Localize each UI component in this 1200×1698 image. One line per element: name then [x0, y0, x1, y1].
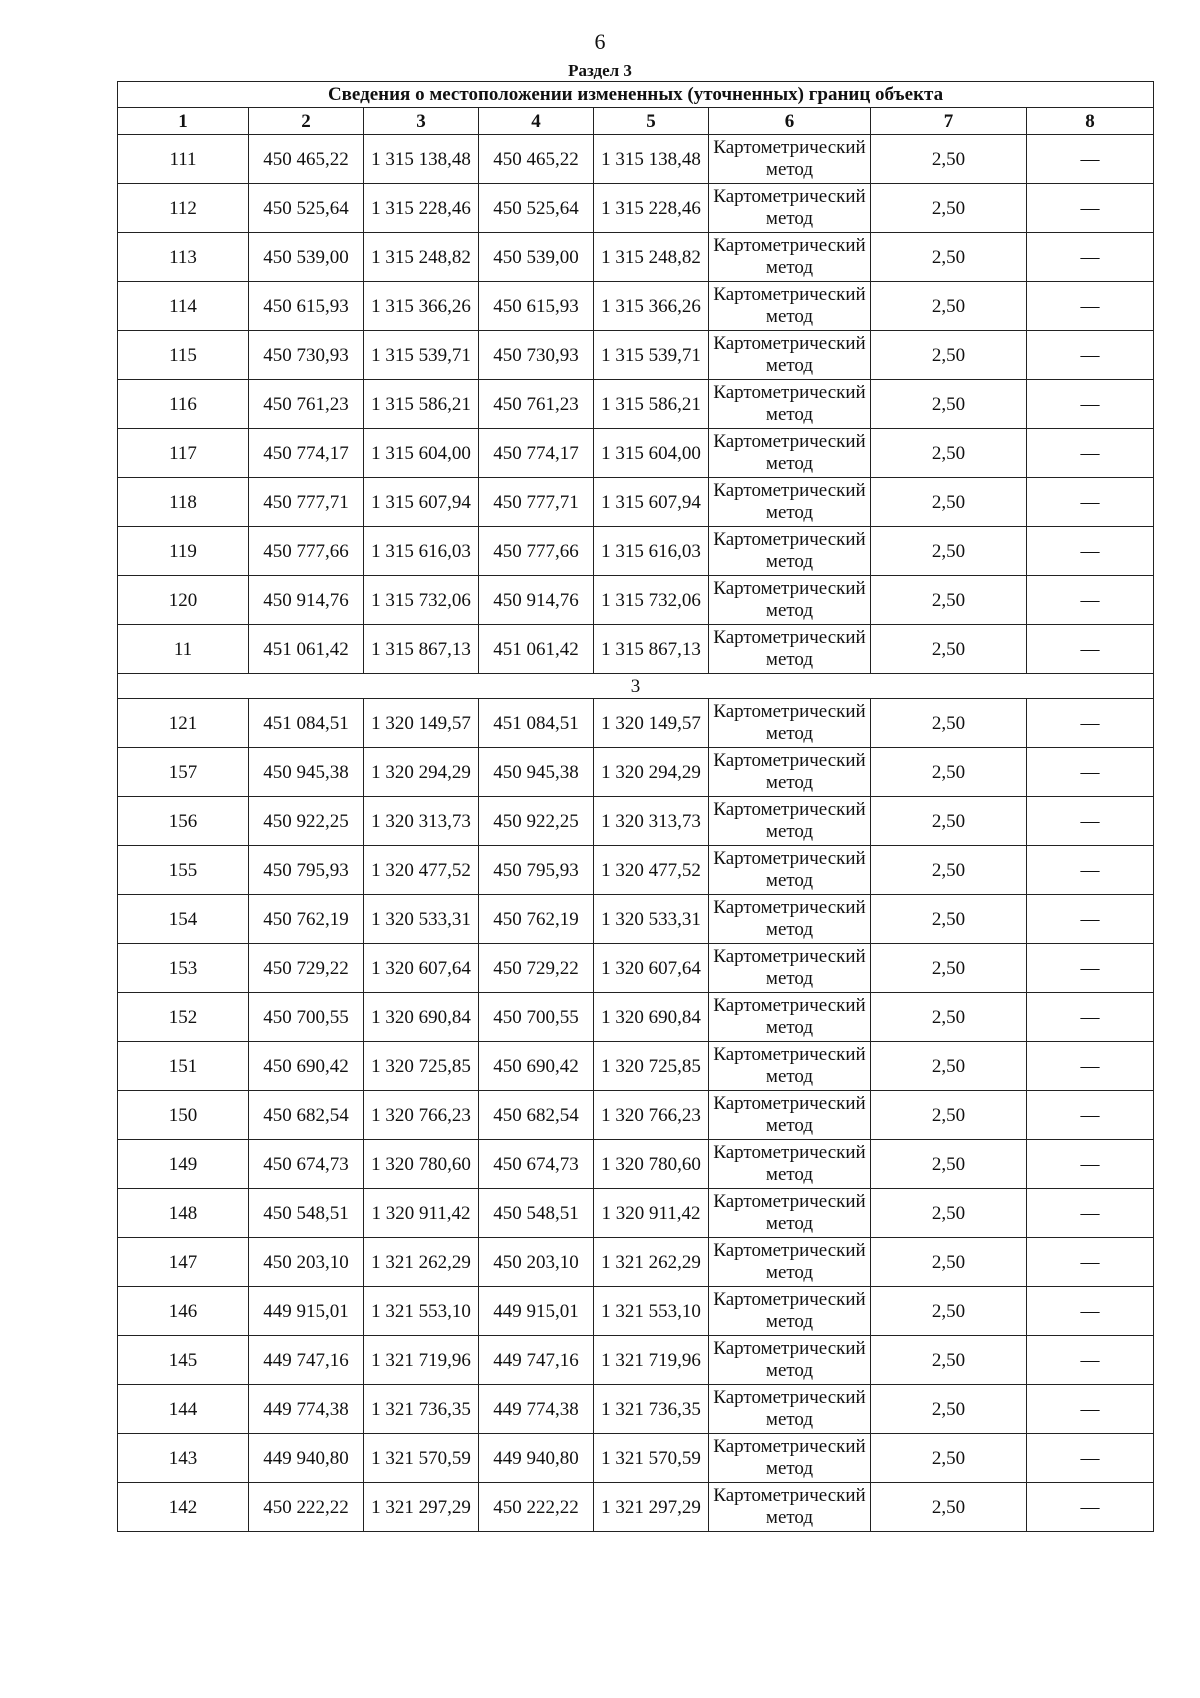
cell-y-existing: 1 315 604,00 — [364, 429, 479, 478]
cell-y-new: 1 320 477,52 — [594, 846, 709, 895]
cell-y-new: 1 315 586,21 — [594, 380, 709, 429]
cell-x-new: 450 203,10 — [479, 1238, 594, 1287]
table-row — [118, 944, 1154, 993]
cell-x-existing: 450 945,38 — [249, 748, 364, 797]
cell-method: Картометрический метод — [709, 527, 871, 576]
cell-method: Картометрический метод — [709, 1287, 871, 1336]
cell-note: — — [1027, 1336, 1154, 1385]
cell-point-number: 118 — [118, 478, 249, 527]
cell-y-existing: 1 320 533,31 — [364, 895, 479, 944]
cell-note: — — [1027, 1042, 1154, 1091]
cell-x-existing: 450 548,51 — [249, 1189, 364, 1238]
table-row — [118, 699, 1154, 748]
cell-accuracy: 2,50 — [871, 699, 1027, 748]
cell-y-existing: 1 315 586,21 — [364, 380, 479, 429]
cell-y-new: 1 320 313,73 — [594, 797, 709, 846]
table-row — [118, 233, 1154, 282]
cell-x-new: 449 915,01 — [479, 1287, 594, 1336]
cell-accuracy: 2,50 — [871, 380, 1027, 429]
cell-x-existing: 450 674,73 — [249, 1140, 364, 1189]
cell-y-new: 1 315 228,46 — [594, 184, 709, 233]
cell-method: Картометрический метод — [709, 748, 871, 797]
page-number: 6 — [594, 29, 606, 54]
cell-note: — — [1027, 1189, 1154, 1238]
column-number-4: 4 — [479, 108, 594, 135]
cell-note: — — [1027, 993, 1154, 1042]
cell-y-new: 1 320 533,31 — [594, 895, 709, 944]
column-number-1: 1 — [118, 108, 249, 135]
cell-x-existing: 451 084,51 — [249, 699, 364, 748]
cell-accuracy: 2,50 — [871, 1483, 1027, 1532]
cell-x-new: 449 747,16 — [479, 1336, 594, 1385]
cell-note: — — [1027, 846, 1154, 895]
cell-accuracy: 2,50 — [871, 625, 1027, 674]
cell-note: — — [1027, 1434, 1154, 1483]
cell-y-new: 1 320 149,57 — [594, 699, 709, 748]
table-body — [118, 135, 1154, 1532]
table-row — [118, 1287, 1154, 1336]
cell-method: Картометрический метод — [709, 1336, 871, 1385]
cell-point-number: 120 — [118, 576, 249, 625]
cell-x-new: 450 682,54 — [479, 1091, 594, 1140]
cell-x-new: 450 774,17 — [479, 429, 594, 478]
cell-point-number: 142 — [118, 1483, 249, 1532]
cell-x-existing: 449 747,16 — [249, 1336, 364, 1385]
cell-y-existing: 1 321 553,10 — [364, 1287, 479, 1336]
cell-x-existing: 450 203,10 — [249, 1238, 364, 1287]
table-row — [118, 748, 1154, 797]
cell-y-new: 1 315 138,48 — [594, 135, 709, 184]
table-row — [118, 135, 1154, 184]
cell-accuracy: 2,50 — [871, 1189, 1027, 1238]
cell-point-number: 145 — [118, 1336, 249, 1385]
cell-y-existing: 1 320 725,85 — [364, 1042, 479, 1091]
cell-x-existing: 450 222,22 — [249, 1483, 364, 1532]
cell-point-number: 153 — [118, 944, 249, 993]
cell-point-number: 114 — [118, 282, 249, 331]
table-row — [118, 797, 1154, 846]
cell-y-existing: 1 315 607,94 — [364, 478, 479, 527]
cell-method: Картометрический метод — [709, 478, 871, 527]
table-row — [118, 380, 1154, 429]
cell-y-existing: 1 321 297,29 — [364, 1483, 479, 1532]
cell-x-new: 450 945,38 — [479, 748, 594, 797]
cell-accuracy: 2,50 — [871, 1287, 1027, 1336]
table-row — [118, 1483, 1154, 1532]
cell-y-existing: 1 320 477,52 — [364, 846, 479, 895]
cell-method: Картометрический метод — [709, 1385, 871, 1434]
cell-method: Картометрический метод — [709, 331, 871, 380]
cell-y-new: 1 315 366,26 — [594, 282, 709, 331]
cell-accuracy: 2,50 — [871, 184, 1027, 233]
cell-x-existing: 450 690,42 — [249, 1042, 364, 1091]
cell-y-new: 1 315 867,13 — [594, 625, 709, 674]
cell-y-new: 1 320 911,42 — [594, 1189, 709, 1238]
cell-y-existing: 1 321 570,59 — [364, 1434, 479, 1483]
cell-accuracy: 2,50 — [871, 233, 1027, 282]
cell-point-number: 112 — [118, 184, 249, 233]
table-row — [118, 331, 1154, 380]
cell-y-existing: 1 320 294,29 — [364, 748, 479, 797]
table-row — [118, 1238, 1154, 1287]
cell-x-existing: 450 615,93 — [249, 282, 364, 331]
cell-y-existing: 1 320 766,23 — [364, 1091, 479, 1140]
cell-y-new: 1 320 766,23 — [594, 1091, 709, 1140]
cell-y-new: 1 321 262,29 — [594, 1238, 709, 1287]
cell-accuracy: 2,50 — [871, 429, 1027, 478]
group-row — [118, 674, 1154, 699]
cell-accuracy: 2,50 — [871, 1140, 1027, 1189]
cell-y-new: 1 321 736,35 — [594, 1385, 709, 1434]
column-number-2: 2 — [249, 108, 364, 135]
table-row — [118, 527, 1154, 576]
cell-accuracy: 2,50 — [871, 846, 1027, 895]
table-row — [118, 184, 1154, 233]
cell-x-existing: 449 774,38 — [249, 1385, 364, 1434]
table-row — [118, 1091, 1154, 1140]
cell-accuracy: 2,50 — [871, 1385, 1027, 1434]
cell-method: Картометрический метод — [709, 846, 871, 895]
cell-y-new: 1 315 732,06 — [594, 576, 709, 625]
cell-point-number: 111 — [118, 135, 249, 184]
cell-accuracy: 2,50 — [871, 944, 1027, 993]
cell-point-number: 148 — [118, 1189, 249, 1238]
cell-y-existing: 1 320 607,64 — [364, 944, 479, 993]
cell-y-existing: 1 315 248,82 — [364, 233, 479, 282]
cell-x-existing: 450 700,55 — [249, 993, 364, 1042]
cell-accuracy: 2,50 — [871, 478, 1027, 527]
cell-method: Картометрический метод — [709, 1042, 871, 1091]
table-row — [118, 1189, 1154, 1238]
cell-y-new: 1 321 570,59 — [594, 1434, 709, 1483]
cell-point-number: 121 — [118, 699, 249, 748]
cell-method: Картометрический метод — [709, 699, 871, 748]
table-row — [118, 1042, 1154, 1091]
cell-x-new: 450 777,66 — [479, 527, 594, 576]
cell-method: Картометрический метод — [709, 184, 871, 233]
cell-method: Картометрический метод — [709, 1434, 871, 1483]
cell-method: Картометрический метод — [709, 1140, 871, 1189]
cell-note: — — [1027, 331, 1154, 380]
section-title: Раздел 3 — [568, 61, 632, 80]
cell-x-new: 450 914,76 — [479, 576, 594, 625]
cell-y-new: 1 315 607,94 — [594, 478, 709, 527]
cell-y-new: 1 320 294,29 — [594, 748, 709, 797]
cell-y-new: 1 315 248,82 — [594, 233, 709, 282]
cell-method: Картометрический метод — [709, 576, 871, 625]
cell-y-new: 1 315 616,03 — [594, 527, 709, 576]
cell-x-existing: 450 682,54 — [249, 1091, 364, 1140]
cell-point-number: 146 — [118, 1287, 249, 1336]
cell-point-number: 116 — [118, 380, 249, 429]
cell-method: Картометрический метод — [709, 429, 871, 478]
cell-note: — — [1027, 1287, 1154, 1336]
cell-x-existing: 450 729,22 — [249, 944, 364, 993]
cell-y-existing: 1 320 149,57 — [364, 699, 479, 748]
cell-y-existing: 1 321 262,29 — [364, 1238, 479, 1287]
cell-accuracy: 2,50 — [871, 1091, 1027, 1140]
cell-y-existing: 1 315 616,03 — [364, 527, 479, 576]
cell-note: — — [1027, 184, 1154, 233]
table-row — [118, 429, 1154, 478]
cell-note: — — [1027, 1238, 1154, 1287]
cell-x-new: 450 777,71 — [479, 478, 594, 527]
cell-x-existing: 450 777,71 — [249, 478, 364, 527]
cell-y-existing: 1 321 736,35 — [364, 1385, 479, 1434]
group-label: 3 — [118, 674, 1154, 699]
cell-note: — — [1027, 699, 1154, 748]
cell-accuracy: 2,50 — [871, 1336, 1027, 1385]
cell-y-new: 1 315 539,71 — [594, 331, 709, 380]
cell-y-new: 1 321 297,29 — [594, 1483, 709, 1532]
table-row — [118, 478, 1154, 527]
cell-method: Картометрический метод — [709, 233, 871, 282]
cell-note: — — [1027, 429, 1154, 478]
cell-accuracy: 2,50 — [871, 895, 1027, 944]
cell-y-existing: 1 315 138,48 — [364, 135, 479, 184]
cell-y-new: 1 321 719,96 — [594, 1336, 709, 1385]
cell-method: Картометрический метод — [709, 625, 871, 674]
cell-accuracy: 2,50 — [871, 993, 1027, 1042]
cell-y-new: 1 321 553,10 — [594, 1287, 709, 1336]
cell-x-existing: 451 061,42 — [249, 625, 364, 674]
cell-method: Картометрический метод — [709, 380, 871, 429]
cell-x-new: 450 761,23 — [479, 380, 594, 429]
cell-note: — — [1027, 478, 1154, 527]
cell-point-number: 155 — [118, 846, 249, 895]
cell-method: Картометрический метод — [709, 1238, 871, 1287]
cell-x-new: 449 940,80 — [479, 1434, 594, 1483]
table-row — [118, 1336, 1154, 1385]
cell-point-number: 151 — [118, 1042, 249, 1091]
cell-accuracy: 2,50 — [871, 748, 1027, 797]
column-number-7: 7 — [871, 108, 1027, 135]
cell-method: Картометрический метод — [709, 797, 871, 846]
cell-x-existing: 450 795,93 — [249, 846, 364, 895]
cell-point-number: 143 — [118, 1434, 249, 1483]
cell-point-number: 147 — [118, 1238, 249, 1287]
cell-x-new: 450 674,73 — [479, 1140, 594, 1189]
cell-note: — — [1027, 748, 1154, 797]
table-row — [118, 1434, 1154, 1483]
cell-y-existing: 1 320 313,73 — [364, 797, 479, 846]
cell-x-existing: 450 539,00 — [249, 233, 364, 282]
cell-method: Картометрический метод — [709, 282, 871, 331]
cell-x-new: 450 615,93 — [479, 282, 594, 331]
cell-x-existing: 450 777,66 — [249, 527, 364, 576]
cell-y-existing: 1 321 719,96 — [364, 1336, 479, 1385]
cell-x-existing: 450 761,23 — [249, 380, 364, 429]
cell-x-new: 450 539,00 — [479, 233, 594, 282]
cell-y-existing: 1 315 366,26 — [364, 282, 479, 331]
cell-method: Картометрический метод — [709, 1091, 871, 1140]
cell-y-new: 1 320 690,84 — [594, 993, 709, 1042]
cell-y-new: 1 315 604,00 — [594, 429, 709, 478]
cell-point-number: 144 — [118, 1385, 249, 1434]
cell-y-existing: 1 320 690,84 — [364, 993, 479, 1042]
cell-accuracy: 2,50 — [871, 331, 1027, 380]
cell-y-existing: 1 315 867,13 — [364, 625, 479, 674]
cell-x-existing: 449 915,01 — [249, 1287, 364, 1336]
cell-method: Картометрический метод — [709, 895, 871, 944]
cell-accuracy: 2,50 — [871, 797, 1027, 846]
cell-point-number: 115 — [118, 331, 249, 380]
cell-note: — — [1027, 895, 1154, 944]
cell-note: — — [1027, 1091, 1154, 1140]
cell-note: — — [1027, 797, 1154, 846]
cell-x-new: 450 222,22 — [479, 1483, 594, 1532]
cell-note: — — [1027, 625, 1154, 674]
table-row — [118, 1140, 1154, 1189]
table-row — [118, 1385, 1154, 1434]
cell-point-number: 156 — [118, 797, 249, 846]
cell-x-new: 450 729,22 — [479, 944, 594, 993]
table-row — [118, 282, 1154, 331]
column-number-3: 3 — [364, 108, 479, 135]
cell-x-new: 450 762,19 — [479, 895, 594, 944]
column-number-5: 5 — [594, 108, 709, 135]
cell-x-existing: 450 914,76 — [249, 576, 364, 625]
cell-x-existing: 450 465,22 — [249, 135, 364, 184]
cell-note: — — [1027, 944, 1154, 993]
cell-note: — — [1027, 527, 1154, 576]
boundary-table — [117, 81, 1154, 1532]
cell-note: — — [1027, 1140, 1154, 1189]
cell-x-new: 450 700,55 — [479, 993, 594, 1042]
cell-point-number: 149 — [118, 1140, 249, 1189]
table-row — [118, 895, 1154, 944]
cell-accuracy: 2,50 — [871, 1238, 1027, 1287]
cell-accuracy: 2,50 — [871, 1042, 1027, 1091]
table-row — [118, 993, 1154, 1042]
cell-y-existing: 1 315 228,46 — [364, 184, 479, 233]
cell-method: Картометрический метод — [709, 135, 871, 184]
cell-x-new: 449 774,38 — [479, 1385, 594, 1434]
table-caption: Сведения о местоположении измененных (уточненных) границ объекта — [118, 82, 1154, 108]
cell-x-existing: 450 774,17 — [249, 429, 364, 478]
cell-note: — — [1027, 1385, 1154, 1434]
table-row — [118, 846, 1154, 895]
cell-y-new: 1 320 780,60 — [594, 1140, 709, 1189]
cell-accuracy: 2,50 — [871, 1434, 1027, 1483]
cell-x-new: 450 730,93 — [479, 331, 594, 380]
table-row — [118, 576, 1154, 625]
cell-x-new: 450 525,64 — [479, 184, 594, 233]
cell-x-new: 451 061,42 — [479, 625, 594, 674]
cell-y-new: 1 320 607,64 — [594, 944, 709, 993]
cell-x-existing: 450 525,64 — [249, 184, 364, 233]
cell-x-existing: 450 922,25 — [249, 797, 364, 846]
cell-point-number: 154 — [118, 895, 249, 944]
cell-method: Картометрический метод — [709, 1483, 871, 1532]
cell-x-existing: 450 730,93 — [249, 331, 364, 380]
cell-note: — — [1027, 1483, 1154, 1532]
cell-note: — — [1027, 135, 1154, 184]
cell-x-new: 450 548,51 — [479, 1189, 594, 1238]
cell-point-number: 157 — [118, 748, 249, 797]
column-number-8: 8 — [1027, 108, 1154, 135]
cell-note: — — [1027, 282, 1154, 331]
table-row — [118, 625, 1154, 674]
cell-point-number: 119 — [118, 527, 249, 576]
cell-y-existing: 1 315 539,71 — [364, 331, 479, 380]
cell-x-new: 450 922,25 — [479, 797, 594, 846]
cell-point-number: 117 — [118, 429, 249, 478]
cell-x-new: 450 795,93 — [479, 846, 594, 895]
cell-x-new: 450 465,22 — [479, 135, 594, 184]
cell-note: — — [1027, 380, 1154, 429]
cell-y-existing: 1 315 732,06 — [364, 576, 479, 625]
cell-method: Картометрический метод — [709, 944, 871, 993]
cell-point-number: 113 — [118, 233, 249, 282]
cell-y-existing: 1 320 911,42 — [364, 1189, 479, 1238]
cell-x-new: 450 690,42 — [479, 1042, 594, 1091]
cell-x-new: 451 084,51 — [479, 699, 594, 748]
cell-method: Картометрический метод — [709, 993, 871, 1042]
cell-x-existing: 449 940,80 — [249, 1434, 364, 1483]
cell-accuracy: 2,50 — [871, 135, 1027, 184]
cell-accuracy: 2,50 — [871, 527, 1027, 576]
cell-point-number: 150 — [118, 1091, 249, 1140]
cell-method: Картометрический метод — [709, 1189, 871, 1238]
cell-note: — — [1027, 576, 1154, 625]
column-number-row — [118, 108, 1154, 135]
cell-x-existing: 450 762,19 — [249, 895, 364, 944]
cell-y-existing: 1 320 780,60 — [364, 1140, 479, 1189]
cell-point-number: 152 — [118, 993, 249, 1042]
cell-accuracy: 2,50 — [871, 282, 1027, 331]
cell-accuracy: 2,50 — [871, 576, 1027, 625]
cell-y-new: 1 320 725,85 — [594, 1042, 709, 1091]
cell-note: — — [1027, 233, 1154, 282]
column-number-6: 6 — [709, 108, 871, 135]
cell-point-number: 11 — [118, 625, 249, 674]
